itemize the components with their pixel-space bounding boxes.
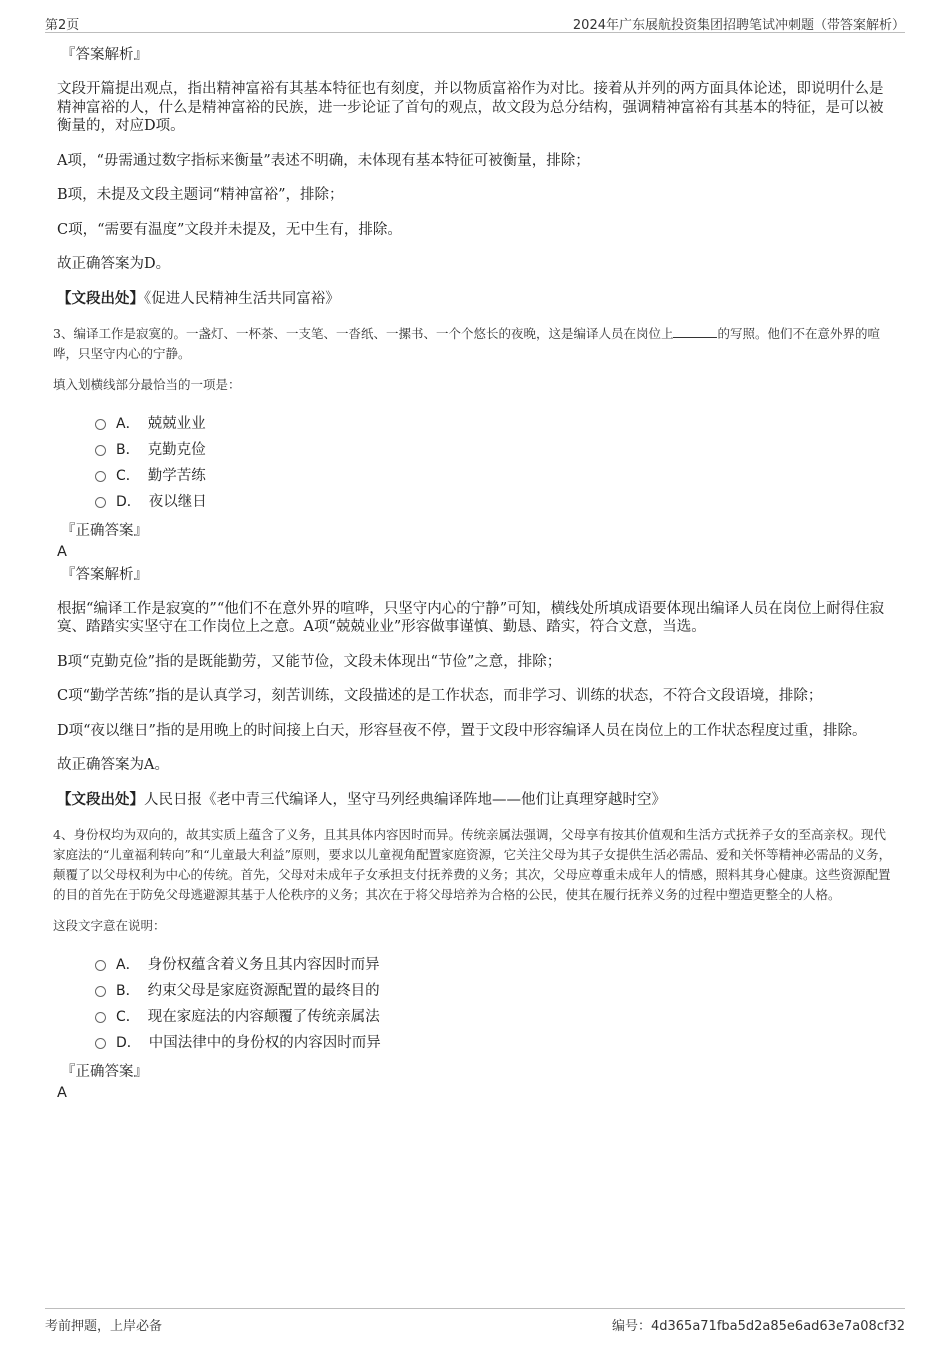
q3-text-before: 3、编译工作是寂寞的。一盏灯、一杯茶、一支笔、一沓纸、一摞书、一个个悠长的夜晚，这是编译人员在岗位上 xyxy=(53,325,674,341)
page-footer xyxy=(45,1308,905,1337)
radio-icon[interactable] xyxy=(95,445,106,456)
fill-blank xyxy=(673,325,717,338)
source-label: 【文段出处】 xyxy=(57,289,144,307)
q4-options xyxy=(95,951,893,1055)
q3-correct-answer: A xyxy=(57,543,67,560)
document-id: 编号：4d365a71fba5d2a85e6ad63e7a08cf32 xyxy=(611,1319,905,1334)
q3-analysis-para: D项“夜以继日”指的是用晚上的时间接上白天，形容昼夜不停，置于文段中形容编译人员在岗位上的工作状态程度过重，排除。 xyxy=(57,722,867,739)
q4-question: 4、身份权均为双向的，故其实质上蕴含了义务，且其具体内容因时而异。传统亲属法强调，父母享有按其价值观和生活方式抚养子女的至高亲权。现代家庭法的“儿童福利转向”和“儿童最大利益”原则，要求以儿童视角配置家庭资源，它关注父母为其子女提供生活必需品、爱和关怀等精神必需品的义务，颠覆了以父母权利为中心的传统。首先，父母对未成年子女承担支付抚养费的义务；其次，父母应尊重未成年人的情感，照料其身心健康。这些资源配置的目的首先在于防免父母逃避源其基于人伦秩序的义务；其次在于将父母培养为合格的公民，使其在履行抚养义务的过程中塑造更整全的人格。 xyxy=(53,826,892,902)
q3-analysis-para: 根据“编译工作是寂寞的”“他们不在意外界的喧哗，只坚守内心的宁静”可知，横线处所填成语要体现出编译人员在岗位上耐得住寂寞、踏踏实实坚守在工作岗位上之意。A项“兢兢业业”形容做事谨慎、勤恳、踏实，符合文意，当选。 xyxy=(57,600,885,635)
q2-analysis-para: C项，“需要有温度”文段并未提及，无中生有，排除。 xyxy=(57,221,402,238)
q2-analysis-para: 文段开篇提出观点，指出精神富裕有其基本特征也有刻度，并以物质富裕作为对比。接着从并列的两方面具体论述，即说明什么是精神富裕的人，什么是精神富裕的民族，进一步论证了首句的观点，故文段为总分结构，强调精神富裕有其基本的特征，是可以被衡量的，对应D项。 xyxy=(57,81,884,134)
q3-analysis-label: 『答案解析』 xyxy=(61,566,148,583)
radio-icon[interactable] xyxy=(95,471,106,482)
q3-option-d[interactable]: D． 夜以继日 xyxy=(95,488,893,514)
q3-source xyxy=(57,791,893,809)
q2-analysis-para: B项，未提及文段主题词“精神富裕”，排除； xyxy=(57,187,344,203)
q3-option-a[interactable]: A． 兢兢业业 xyxy=(95,410,893,436)
q2-analysis-para: A项，“毋需通过数字指标来衡量”表述不明确，未体现有基本特征可被衡量，排除； xyxy=(57,152,590,169)
source-label: 【文段出处】 xyxy=(57,790,144,808)
q3-prompt: 填入划横线部分最恰当的一项是： xyxy=(53,376,241,392)
q2-analysis-para: 故正确答案为D。 xyxy=(57,256,171,272)
q3-option-c[interactable]: C． 勤学苦练 xyxy=(95,462,893,488)
page-content xyxy=(53,44,893,1105)
q3-question xyxy=(53,324,893,364)
q4-option-c[interactable]: C． 现在家庭法的内容颠覆了传统亲属法 xyxy=(95,1003,893,1029)
q3-option-b[interactable]: B． 克勤克俭 xyxy=(95,436,893,462)
q3-analysis-para: B项“克勤克俭”指的是既能勤劳，又能节俭，文段未体现出“节俭”之意，排除； xyxy=(57,653,562,670)
document-title: 2024年广东展航投资集团招聘笔试冲刺题（带答案解析） xyxy=(572,18,905,33)
radio-icon[interactable] xyxy=(95,960,106,971)
q3-analysis-para: 故正确答案为A。 xyxy=(57,757,169,773)
q2-analysis-label: 『答案解析』 xyxy=(61,47,148,63)
source-text: 人民日报《老中青三代编译人，坚守马列经典编译阵地——他们让真理穿越时空》 xyxy=(144,791,666,808)
q4-correct-answer: A xyxy=(57,1084,67,1101)
source-text: 《促进人民精神生活共同富裕》 xyxy=(144,290,340,307)
footer-slogan: 考前押题，上岸必备 xyxy=(45,1319,163,1334)
q3-correct-label: 『正确答案』 xyxy=(61,522,148,539)
radio-icon[interactable] xyxy=(95,986,106,997)
q4-correct-label: 『正确答案』 xyxy=(61,1063,148,1080)
q3-analysis-para: C项“勤学苦练”指的是认真学习，刻苦训练，文段描述的是工作状态，而非学习、训练的状态，不符合文段语境，排除； xyxy=(57,688,823,704)
q4-option-b[interactable]: B． 约束父母是家庭资源配置的最终目的 xyxy=(95,977,893,1003)
q4-option-a[interactable]: A． 身份权蕴含着义务且其内容因时而异 xyxy=(95,951,893,977)
q4-option-d[interactable]: D． 中国法律中的身份权的内容因时而异 xyxy=(95,1029,893,1055)
q3-text-after: 的写照。他们不在意外界的喧哗，只坚守内心的宁静。 xyxy=(53,325,880,361)
radio-icon[interactable] xyxy=(95,497,106,508)
radio-icon[interactable] xyxy=(95,1012,106,1023)
q4-prompt: 这段文字意在说明： xyxy=(53,917,166,933)
page-header xyxy=(45,10,905,33)
q3-options xyxy=(95,410,893,514)
radio-icon[interactable] xyxy=(95,1038,106,1049)
page-number: 第2页 xyxy=(45,18,80,33)
radio-icon[interactable] xyxy=(95,419,106,430)
q2-source xyxy=(57,290,893,308)
